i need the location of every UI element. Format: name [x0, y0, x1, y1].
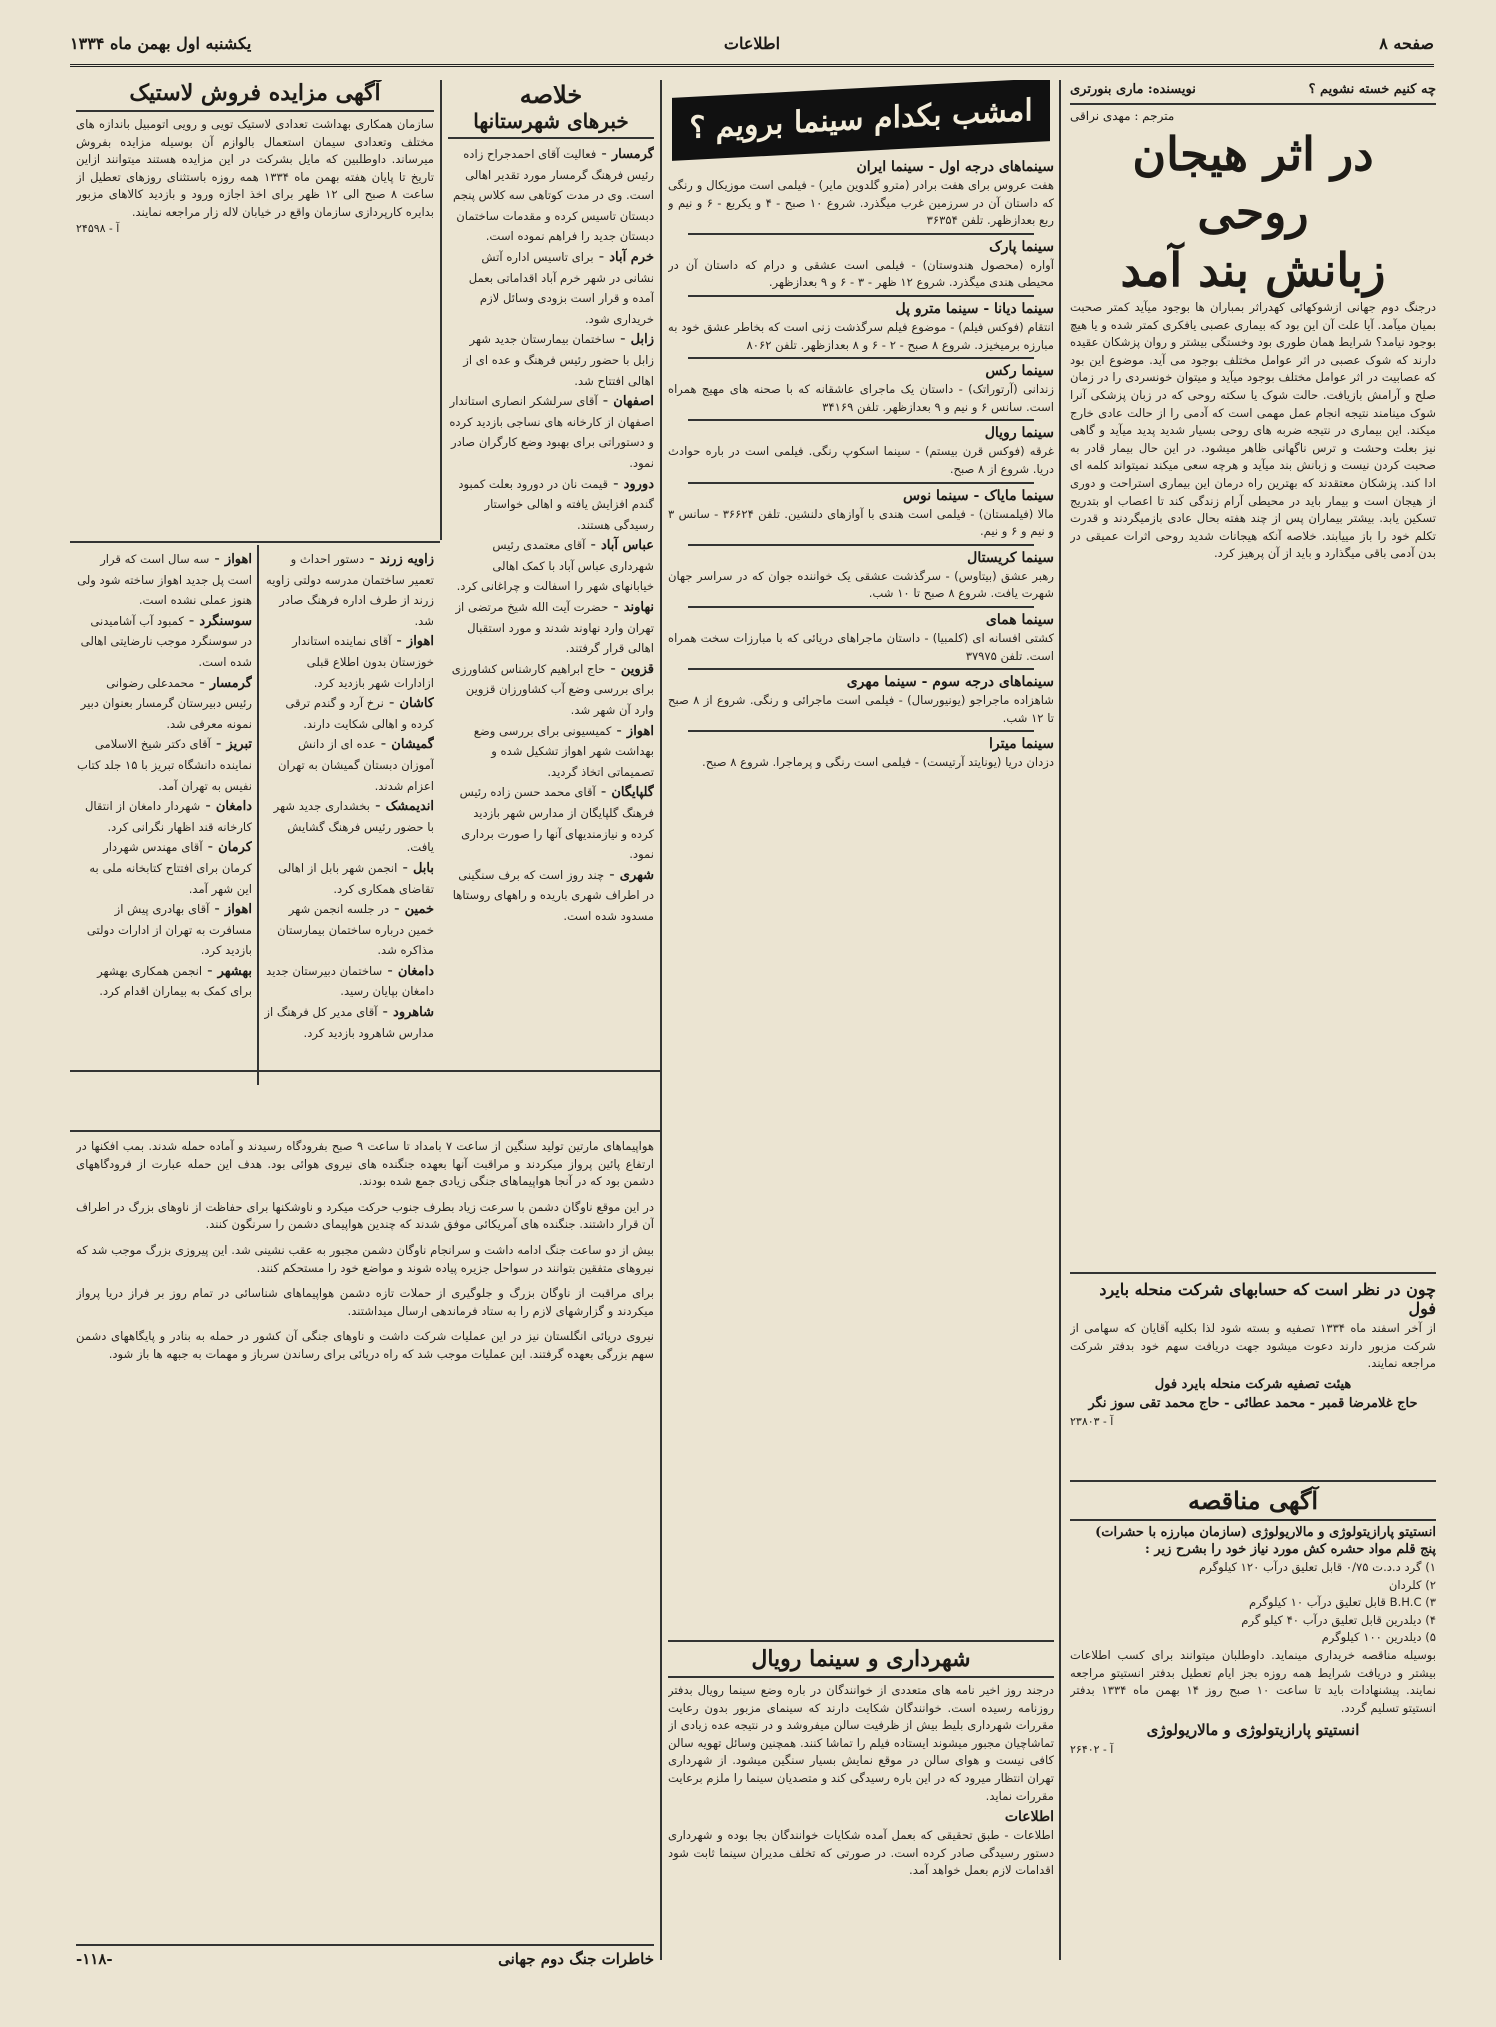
news-city: اهواز [224, 902, 252, 918]
news-item: اهواز - سه سال است که قرار است پل جدید اهواز ساخته شود ولی هنوز عملی نشده است. [77, 548, 252, 608]
cinema-section-text: هفت عروس برای هفت برادر (مترو گلدوین مایر) - فیلمی است موزیکال و رنگی که داستان آن در سرزمین غرب میگذرد. شروع ۱۰ صبح - ۴ و یکربع - ۶ و نیم و ربع بعدازظهر. تلفن ۳۶۳۵۴ [668, 178, 1054, 228]
news-city: تبریز [226, 737, 252, 753]
provincial-news [448, 80, 654, 1065]
cinema-section [668, 736, 1054, 772]
cinema-section-title: سینما کریستال [967, 549, 1054, 566]
article-kicker: چه کنیم خسته نشویم ؟ [1308, 82, 1436, 97]
news-text: شهردار دامغان از انتقال کارخانه قند اظهار نگرانی کرد. [84, 799, 252, 834]
column-divider [660, 1130, 662, 1960]
news-item: دورود - قیمت نان در دورود بعلت کمبود گندم افزایش یافته و اهالی خواستار رسیدگی هستند. [458, 472, 654, 532]
news-text: آقای معتمدی رئیس شهرداری عباس آباد با کمک اهالی خیابانهای شهر را اسفالت و چراغانی کرد. [456, 538, 654, 594]
article-headline-2: زبانش بند آمد [1120, 243, 1386, 297]
cinema-section [668, 674, 1054, 732]
tender-title: آگهی مناقصه [1187, 1486, 1319, 1515]
cinema-section-title: سینما پارک [989, 238, 1054, 255]
section-divider [1070, 1480, 1436, 1482]
news-text: عده ای از دانش آموزان دبستان گمیشان به تهران اعزام شدند. [277, 737, 434, 793]
tender-code: آ - ۲۶۴۰۲ [1070, 1743, 1114, 1757]
news-text: انجمن همکاری بهشهر برای کمک به بیماران اقدام کرد. [97, 963, 252, 999]
section-divider [668, 1640, 1054, 1642]
news-city: بابل [412, 860, 434, 876]
section-divider [1070, 1272, 1436, 1274]
tender-intro: پنج قلم مواد حشره کش مورد نیاز خود را بشرح زیر : [1145, 1542, 1436, 1557]
column-divider [1059, 80, 1061, 1960]
cinema-section-text: کشتی افسانه ای (کلمبیا) - داستان ماجراهای دریائی که با مبارزات سخت همراه است. تلفن ۳۷۹۷۵ [668, 630, 1054, 663]
notice-signature-1: هیئت تصفیه شرکت منحله بایرد فول [1154, 1376, 1352, 1392]
auction-body: سازمان همکاری بهداشت تعدادی لاستیک تویی و رویی اتومبیل باندازه های مختلف وتعدادی سیمان استعمال بالوازم آن بوسیله مزایده بفروش میرساند. داوطلبین که مایل بشرکت در این مزایده هستند میتوانند ازاین تاریخ تا پایان هفته بهمن ماه ۱۳۳۴ همه روزه باستثنای روزهای تعطیل از ساعت ۸ صبح الی ۱۲ ظهر برای اخذ اجازه ورود و بازدید کالاهای مزبور بدایره کارپردازی سازمان واقع در خیابان لاله زار مراجعه نمایند. [76, 117, 434, 219]
news-item: اهواز - آقای نماینده استاندار خوزستان بدون اطلاع قبلی ازادارات شهر بازدید کرد. [292, 630, 434, 690]
memoir-series-title: خاطرات جنگ دوم جهانی [498, 1950, 654, 1968]
municipality-sign: اطلاعات [1004, 1809, 1054, 1826]
news-city: اهواز [626, 723, 654, 739]
news-item: نهاوند - حضرت آیت الله شیخ مرتضی از تهران وارد نهاوند شدند و مورد استقبال اهالی قرار گرفتند. [455, 596, 654, 656]
news-item: گلپایگان - آقای محمد حسن زاده رئیس فرهنگ گلپایگان از مدارس شهر بازدید کرده و نیازمندیهای آنها را صورت برداری نمود. [459, 781, 654, 862]
cinema-section [668, 425, 1054, 483]
short-news-b [76, 548, 252, 1063]
news-item: دامغان - شهردار دامغان از انتقال کارخانه قند اظهار نگرانی کرد. [84, 795, 252, 834]
short-news-a [264, 548, 434, 1063]
issue-date: یکشنبه اول بهمن ماه ۱۳۳۴ [70, 34, 252, 53]
news-item: بابل - انجمن شهر بابل از اهالی تقاضای همکاری کرد. [278, 856, 434, 896]
section-divider [70, 541, 440, 543]
tender-signature: انستیتو پارازیتولوژی و مالاریولوژی [1146, 1721, 1360, 1740]
news-item: اندیمشک - بخشداری جدید شهر با حضور رئیس فرهنگ گشایش یافت. [273, 795, 434, 855]
news-item: خرم آباد - برای تاسیس اداره آتش نشانی در شهر خرم آباد اقداماتی بعمل آمده و قرار است بزودی وسائل لازم خریداری شود. [468, 245, 654, 326]
news-city: زاویه زرند [379, 552, 434, 567]
news-city: گلپایگان [611, 785, 654, 801]
auction-notice [76, 80, 434, 536]
news-item: گمیشان - عده ای از دانش آموزان دبستان گمیشان به تهران اعزام شدند. [277, 733, 434, 793]
cinema-section [668, 550, 1054, 608]
publication-name: اطلاعات [723, 34, 781, 53]
cinema-banner: امشب بکدام سینما برویم ؟ [672, 80, 1050, 161]
cinema-section-title: سینما همای [985, 611, 1054, 628]
news-item: اهواز - آقای بهادری پیش از مسافرت به تهران از ادارات دولتی بازدید کرد. [86, 898, 252, 958]
news-text: آقای محمد حسن زاده رئیس فرهنگ گلپایگان از مدارس شهر بازدید کرده و نیازمندیهای آنها را صورت برداری نمود. [459, 785, 654, 862]
notice-body: از آخر اسفند ماه ۱۳۳۴ تصفیه و بسته شود لذا بکلیه آقایان که سهامی از شرکت مزبور دارند دعوت میشود جهت دریافت سهم خود بدفتر شرکت مراجعه نمایند. [1070, 1321, 1436, 1371]
memoir-part-number: -۱۱۸- [76, 1950, 113, 1968]
news-text: حاج ابراهیم کارشناس کشاورزی برای بررسی وضع آب کشاورزان قزوین وارد آن شهر شد. [451, 661, 654, 718]
cinema-section [668, 159, 1054, 235]
news-city: اندیمشک [385, 799, 434, 815]
news-city: خرم آباد [609, 249, 654, 265]
cinema-section-text: مالا (فیلمستان) - فیلمی است هندی با آوازهای دلنشین. تلفن ۳۶۶۲۴ - سانس ۳ و نیم و ۶ و نیم. [668, 506, 1054, 539]
news-text: دستور احداث و تعمیر ساختمان مدرسه دولتی زاویه زرند از طرف اداره فرهنگ صادر شد. [266, 552, 434, 628]
municipality-article [668, 1646, 1054, 1966]
cinema-section [668, 612, 1054, 670]
news-item: گرمسار - فعالیت آقای احمدجراح زاده رئیس فرهنگ گرمسار مورد تقدیر اهالی است. وی در مدت کوتاهی سه کلاس پنجم دبستان تاسیس کرده و مقدمات ساختمان دبستان جدید را فراهم نموده است. [453, 143, 654, 244]
tender-body: بوسیله مناقصه خریداری مینماید. داوطلبان میتوانند برای کسب اطلاعات بیشتر و دریافت شرایط همه روزه بجز ایام تعطیل بدفتر انستیتو مراجعه نمایند. پیشنهادات باید تا ساعت ۱۰ صبح روز ۱۴ بهمن ماه ۱۳۳۴ بدفتر انستیتو تسلیم گردد. [1070, 1647, 1436, 1715]
news-item: شهری - چند روز است که برف سنگینی در اطراف شهری باریده و راههای روستاها مسدود شده است. [452, 863, 654, 923]
cinema-section-title: سینما میترا [989, 736, 1054, 753]
provincial-title-2: خبرهای شهرستانها [473, 109, 629, 133]
column-divider [660, 80, 662, 1130]
memoir-paragraph: برای مراقبت از ناوگان بزرگ و جلوگیری از حملات تازه دشمن هواپیماهای شناسائی در تمام روز بر فراز دریا پرواز میکردند و گزارشهای لازم را به ستاد فرماندهی ارسال میداشتند. [76, 1286, 654, 1318]
news-city: سوسنگرد [199, 613, 252, 629]
news-city: اهواز [224, 552, 252, 567]
cinema-section-title: سینما دیانا - سینما مترو پل [895, 300, 1054, 317]
memoir-paragraph: در این موقع ناوگان دشمن با سرعت زیاد بطرف جنوب حرکت میکرد و ناوشکنها برای حفاظت از ناوهای بزرگ در اطراف آن قرار داشتند. جنگنده های آمریکائی موفق شدند که چندین هواپیمای دشمن را سرنگون کنند. [76, 1199, 654, 1232]
memoir-paragraph: بیش از دو ساعت جنگ ادامه داشت و سرانجام ناوگان دشمن مجبور به عقب نشینی شد. این پیروزی بزرگ موجب شد که نیروهای متفقین بتوانند در سواحل جزیره پیاده شوند و مواضع خود را مستحکم کنند. [76, 1242, 654, 1275]
news-city: دامغان [397, 963, 434, 979]
article-author: نویسنده: ماری بنورتری [1070, 82, 1196, 97]
news-city: کرمان [218, 840, 252, 856]
cinema-section-text: غرقه (فوکس قرن بیستم) - سینما اسکوپ رنگی. فیلمی است در باره حوادث دریا. شروع از ۸ صبح. [668, 444, 1054, 476]
tender-item: ۱) گرد د.د.ت ۰/۷۵ قابل تعلیق درآب ۱۲۰ کیلوگرم [1199, 1560, 1436, 1574]
news-text: برای تاسیس اداره آتش نشانی در شهر خرم آباد اقداماتی بعمل آمده و قرار است بزودی وسائل لازم خریداری شود. [468, 249, 654, 326]
news-text: ساختمان دبیرستان جدید دامغان بپایان رسید. [266, 963, 434, 999]
cinema-section-text: انتقام (فوکس فیلم) - موضوع فیلم سرگذشت زنی است که بخاطر عشق خود به مبارزه برمیخیزد. شروع ۸ صبح - ۲ - ۶ و ۸ بعدازظهر. تلفن ۸۰۶۲ [668, 319, 1054, 352]
notice-code: آ - ۲۳۸۰۳ [1070, 1414, 1114, 1428]
cinema-section-title: سینماهای درجه سوم - سینما مهری [846, 674, 1054, 691]
memoir-paragraph: نیروی دریائی انگلستان نیز در این عملیات شرکت داشت و ناوهای جنگی آن کشور در حمله به بنادر و پایگاههای دشمن سهم بزرگی بعهده گرفتند. این عملیات موجب شد که راه دریائی برای رساندن سرباز و مهمات به جبهه ها باز شود. [76, 1329, 654, 1361]
news-item: بهشهر - انجمن همکاری بهشهر برای کمک به بیماران اقدام کرد. [97, 959, 252, 999]
news-city: زابل [630, 332, 654, 348]
news-city: نهاوند [623, 600, 654, 616]
article-body: درجنگ دوم جهانی ازشوکهائی کهدراثر بمباران ها بوجود میآید کمتر صحبت بمیان میآمد. آیا علت آن این بود که بیماری عصبی یافکری کمتر شده و یا هیچ بوجود نیامد؟ شرایط همان طوری بود وخستگی بیشتر و روان پزشکان عقیده دارند که شوک عصبی در اثر عوامل مختلف بوجود می آید. موضوع این بود که عصابیت در اثر عوامل مختلف بوجود میآید و میتوان خونسردی را در زمان صلح و آرامش بازیافت. حالت شوک یا سکته روحی که در زبان پزشکی آنرا شوک مینامند نتیجه انجام عمل مهمی است که آدمی را از حالت عادی خارج میکند. این بیماری در نتیجه ضربه های روحی بسیار شدید پدید میآید و گاهی نیز بعلت وحشت و ترس ناگهانی ظاهر میشود. در این حال بیمار قادر به صحبت کردن نیست و زبانش بند میآید و هرچه سعی میکند نمیتواند کلمه ای ادا کند. پزشکان معتقدند که بهترین راه درمان این بیماری استراحت و دوری از هیجان است و بیمار باید در محیطی آرام زندگی کند تا اعصاب او بتدریج تسکین یابد. بیشتر بیماران پس از چند هفته بحال عادی بازمیگردند و قدرت تکلم خود را باز مییابند. خلاصه آنکه هیجانات شدید روحی اثرات عمیقی در بدن آدمی باقی میگذارد و باید از آن پرهیز کرد. [1070, 300, 1436, 561]
column-divider [257, 545, 259, 1085]
cinema-section-title: سینما مایاک - سینما نوس [902, 487, 1054, 504]
news-text: آقای مدیر کل فرهنگ از مدارس شاهرود بازدید کرد. [264, 1005, 434, 1040]
news-item: اصفهان - آقای سرلشکر انصاری استاندار اصفهان از کارخانه های نساجی بازدید کرده و دستوراتی برای بهبود وضع کارگران صادر نمود. [449, 390, 654, 470]
news-text: فعالیت آقای احمدجراح زاده رئیس فرهنگ گرمسار مورد تقدیر اهالی است. وی در مدت کوتاهی سه کلاس پنجم دبستان تاسیس کرده و مقدمات ساختمان دبستان جدید را فراهم نموده است. [453, 147, 654, 244]
cinema-section [668, 239, 1054, 297]
news-item: اهواز - کمیسیونی برای بررسی وضع بهداشت شهر اهواز تشکیل شده و تصمیماتی اتخاذ گردید. [473, 719, 654, 779]
news-text: ساختمان بیمارستان جدید شهر زابل با حضور رئیس فرهنگ و عده ای از اهالی افتتاح شد. [463, 332, 654, 388]
news-text: کمبود آب آشامیدنی در سوسنگرد موجب نارضایتی اهالی شده است. [80, 613, 252, 669]
news-text: چند روز است که برف سنگینی در اطراف شهری باریده و راههای روستاها مسدود شده است. [452, 867, 654, 923]
page-header [70, 28, 1434, 67]
news-item: سوسنگرد - کمبود آب آشامیدنی در سوسنگرد موجب نارضایتی اهالی شده است. [80, 609, 252, 669]
column-divider [440, 80, 442, 540]
auction-title: آگهی مزایده فروش لاستیک [129, 80, 381, 106]
news-city: دورود [623, 476, 654, 492]
cinema-section-text: زندانی (آرتوراتک) - داستان یک ماجرای عاشقانه که با صحنه های مهیج همراه است. سانس ۶ و نیم و ۹ بعدازظهر. تلفن ۳۴۱۶۹ [668, 382, 1054, 414]
news-item: زاویه زرند - دستور احداث و تعمیر ساختمان مدرسه دولتی زاویه زرند از طرف اداره فرهنگ صادر شد. [266, 548, 434, 628]
cinema-section-text: آواره (محصول هندوستان) - فیلمی است عشقی و درام که داستان آن در محیطی هندی میگذرد. شروع ۱۲ ظهر - ۳ - ۶ و ۹ بعدازظهر. [668, 257, 1054, 290]
article-headline-1: در اثر هیجان روحی [1132, 127, 1374, 239]
news-item: زابل - ساختمان بیمارستان جدید شهر زابل با حضور رئیس فرهنگ و عده ای از اهالی افتتاح شد. [463, 328, 654, 388]
news-text: سه سال است که قرار است پل جدید اهواز ساخته شود ولی هنوز عملی نشده است. [77, 552, 252, 608]
news-city: خمین [404, 902, 434, 918]
municipality-body-2: اطلاعات - طبق تحقیقی که بعمل آمده شکایات خوانندگان بجا بوده و شهرداری دستور رسیدگی صادر کرده است. در صورتی که تخلف مدیران سینما ثابت شود اقدامات لازم بعمل خواهد آمد. [668, 1828, 1054, 1878]
memoir-paragraph: هواپیماهای مارتین تولید سنگین از ساعت ۷ بامداد تا ساعت ۹ صبح بفرودگاه رسیدند و آماده حمله شدند. بمب افکنها در ارتفاع پائین پرواز میکردند و مراقبت آنها بعهده جنگنده های نیروی هوائی بود. هدف این حمله عبارت از فرودگاههای دشمن بود که در آنجا هواپیماهای جنگی زیادی جمع شده بودند. [76, 1139, 654, 1189]
tender-item: ۲) کلردان [1388, 1577, 1436, 1592]
news-item: تبریز - آقای دکتر شیخ الاسلامی نماینده دانشگاه تبریز با ۱۵ جلد کتاب نفیس به تهران آمد. [77, 733, 252, 793]
section-divider [76, 1944, 654, 1946]
news-city: شهری [619, 867, 654, 883]
municipality-body: درجند روز اخیر نامه های متعددی از خوانندگان در باره وضع سینما رویال بدفتر روزنامه رسیده است. خوانندگان شکایت دارند که سینمای مزبور بدون رعایت مقررات شهرداری بلیط بیش از ظرفیت سالن میفروشد و در نتیجه عده زیادی از تماشاچیان مجبور میشوند ایستاده فیلم را تماشا کنند. همچنین وسائل تهویه سالن کافی نیست و هوای سالن در موقع نمایش بسیار سنگین میشود. از شهرداری تهران انتظار میرود که در این باره رسیدگی کند و متصدیان سینما را ملزم برعایت مقررات نماید. [668, 1683, 1054, 1803]
feature-article [1070, 80, 1436, 1270]
news-item: خمین - در جلسه انجمن شهر خمین درباره ساختمان بیمارستان مذاکره شد. [277, 898, 434, 958]
tender-notice [1070, 1486, 1436, 1966]
news-text: محمدعلی رضوانی رئیس دبیرستان گرمسار بعنوان دبیر نمونه معرفی شد. [80, 675, 252, 731]
page-number: صفحه ۸ [1379, 34, 1434, 53]
provincial-title-1: خلاصه [519, 80, 583, 109]
news-city: عباس آباد [600, 538, 654, 554]
tender-org: انستیتو پارازیتولوژی و مالاریولوژی (سازمان مبارزه با حشرات) [1095, 1525, 1436, 1540]
news-item: قزوین - حاج ابراهیم کارشناس کشاورزی برای بررسی وضع آب کشاورزان قزوین وارد آن شهر شد. [451, 657, 654, 718]
section-divider [70, 1070, 660, 1072]
section-divider [70, 1130, 660, 1132]
article-translator: مترجم : مهدی نراقی [1070, 109, 1175, 123]
news-text: بخشداری جدید شهر با حضور رئیس فرهنگ گشایش یافت. [273, 799, 434, 855]
news-city: گرمسار [209, 675, 252, 691]
liquidation-notice [1070, 1278, 1436, 1478]
news-text: آقای مهندس شهردار کرمان برای افتتاح کتابخانه ملی به این شهر آمد. [89, 840, 252, 896]
news-text: قیمت نان در دورود بعلت کمبود گندم افزایش یافته و اهالی خواستار رسیدگی هستند. [458, 476, 654, 532]
cinema-section [668, 488, 1054, 546]
cinema-section [668, 301, 1054, 359]
news-item: کاشان - نرخ آرد و گندم ترقی کرده و اهالی شکایت دارند. [285, 692, 434, 731]
news-item: عباس آباد - آقای معتمدی رئیس شهرداری عباس آباد با کمک اهالی خیابانهای شهر را اسفالت و چراغانی کرد. [456, 534, 654, 594]
news-item: دامغان - ساختمان دبیرستان جدید دامغان بپایان رسید. [266, 959, 434, 999]
tender-item: ۴) دیلدرین قابل تعلیق درآب ۴۰ کیلو گرم [1241, 1612, 1436, 1627]
cinema-section-title: سینما رکس [985, 363, 1054, 380]
cinema-section [668, 363, 1054, 421]
news-text: آقای بهادری پیش از مسافرت به تهران از ادارات دولتی بازدید کرد. [86, 902, 252, 958]
cinema-section-title: سینما رویال [984, 425, 1054, 442]
news-city: اهواز [406, 634, 434, 650]
news-text: حضرت آیت الله شیخ مرتضی از تهران وارد نهاوند شدند و مورد استقبال اهالی قرار گرفتند. [455, 600, 654, 656]
cinema-section-text: شاهزاده ماجراجو (یونیورسال) - فیلمی است ماجرائی و رنگی. شروع از ۸ صبح تا ۱۲ شب. [668, 693, 1054, 725]
cinema-section-text: رهبر عشق (بیتاوس) - سرگذشت عشقی یک خواننده جوان که در سراسر جهان شهرت یافت. شروع ۸ صبح تا ۱۰ شب. [668, 568, 1054, 601]
municipality-title: شهرداری و سینما رویال [751, 1646, 971, 1672]
news-item: گرمسار - محمدعلی رضوانی رئیس دبیرستان گرمسار بعنوان دبیر نمونه معرفی شد. [80, 671, 252, 731]
tender-item: ۳) B.H.C قابل تعلیق درآب ۱۰ کیلوگرم [1248, 1595, 1436, 1610]
news-text: انجمن شهر بابل از اهالی تقاضای همکاری کرد. [278, 860, 434, 896]
news-text: آقای سرلشکر انصاری استاندار اصفهان از کارخانه های نساجی بازدید کرده و دستوراتی برای بهبود وضع کارگران صادر نمود. [449, 394, 654, 470]
news-city: گرمسار [611, 147, 654, 162]
cinema-section-text: دزدان دریا (یونایتد آرتیست) - فیلمی است رنگی و پرماجرا. شروع ۸ صبح. [702, 755, 1054, 770]
cinema-listings [668, 80, 1054, 1630]
news-city: شاهرود [393, 1005, 434, 1021]
news-text: در جلسه انجمن شهر خمین درباره ساختمان بیمارستان مذاکره شد. [277, 902, 434, 958]
news-text: آقای دکتر شیخ الاسلامی نماینده دانشگاه تبریز با ۱۵ جلد کتاب نفیس به تهران آمد. [77, 737, 252, 793]
news-city: بهشهر [217, 963, 252, 979]
news-text: کمیسیونی برای بررسی وضع بهداشت شهر اهواز تشکیل شده و تصمیماتی اتخاذ گردید. [473, 723, 654, 779]
notice-title: چون در نظر است که حسابهای شرکت منحله بایرد فول [1099, 1280, 1436, 1318]
cinema-section-title: سینماهای درجه اول - سینما ایران [856, 159, 1054, 175]
auction-code: آ - ۲۴۵۹۸ [76, 221, 120, 235]
news-city: گمیشان [391, 737, 434, 753]
news-city: دامغان [215, 799, 252, 815]
news-city: کاشان [399, 696, 434, 712]
tender-item: ۵) دیلدرین ۱۰۰ کیلوگرم [1321, 1630, 1436, 1645]
news-city: اصفهان [613, 394, 654, 410]
war-memoirs [76, 1138, 654, 1938]
memoir-footer [76, 1950, 654, 1980]
notice-signature-2: حاج غلامرضا قمبر - محمد عطائی - حاج محمد تقی سوز نگر [1088, 1395, 1418, 1411]
news-item: شاهرود - آقای مدیر کل فرهنگ از مدارس شاهرود بازدید کرد. [264, 1001, 434, 1040]
news-city: قزوین [620, 661, 654, 677]
news-item: کرمان - آقای مهندس شهردار کرمان برای افتتاح کتابخانه ملی به این شهر آمد. [89, 836, 252, 896]
news-text: نرخ آرد و گندم ترقی کرده و اهالی شکایت دارند. [285, 696, 434, 731]
news-text: آقای نماینده استاندار خوزستان بدون اطلاع قبلی ازادارات شهر بازدید کرد. [292, 634, 434, 690]
